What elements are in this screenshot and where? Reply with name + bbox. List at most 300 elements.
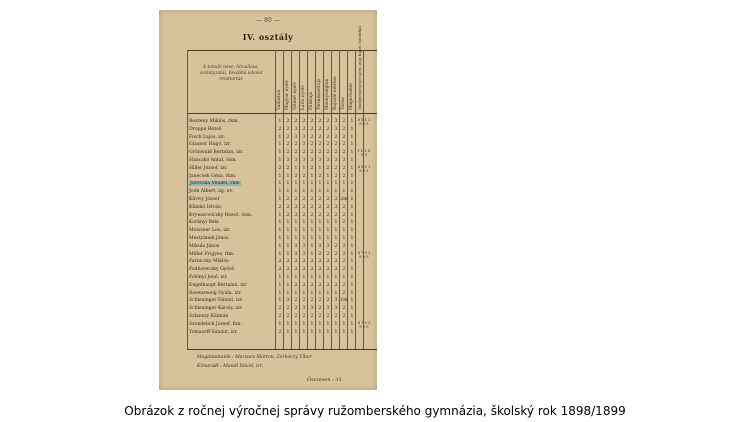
grade-cell: 2 <box>310 119 314 124</box>
grade-cell: 1 <box>278 275 282 280</box>
grade-cell: 2 <box>334 282 338 288</box>
grade-cell: 2 <box>326 314 330 319</box>
grade-cell: 2 <box>326 134 330 140</box>
figure-caption: Obrázok z ročnej výročnej správy ružomberského gymnázia, školský rok 1898/1899 <box>124 404 626 418</box>
grade-cell: 3 <box>294 251 298 257</box>
grade-cell: 2 <box>342 165 346 171</box>
grade-cell: 1 <box>286 251 290 257</box>
grade-cell: 1 <box>350 181 354 187</box>
grade-cell: 1 <box>342 181 346 187</box>
grade-cell: 1 <box>278 173 282 179</box>
grade-cell: 2 <box>342 212 346 218</box>
grade-cell: 2 <box>286 142 290 148</box>
grade-cell: 3 <box>334 197 338 202</box>
name-column-header: A tanuló neve, hitvallása, osztályzatai, továbbá iskolai rendtartás <box>199 65 263 82</box>
grade-cell: 1 <box>326 275 330 280</box>
grade-cell: 2 <box>310 134 314 140</box>
grade-cell: 1 <box>350 251 354 257</box>
grade-cell: 1 <box>318 220 322 226</box>
grade-cell: 1 <box>286 173 290 179</box>
grade-cell: 1 <box>286 329 290 335</box>
grade-cell: 1 <box>350 126 354 132</box>
student-name: Szondelich József, ftm. <box>189 321 242 327</box>
grade-cell: 3 <box>334 204 338 210</box>
grade-cell: 1 <box>302 329 306 335</box>
grade-cell: 1 <box>334 189 338 195</box>
grade-cell: 2 <box>310 150 314 156</box>
grade-cell: 1 <box>278 134 282 140</box>
grade-cell: 2 <box>310 126 314 132</box>
grade-cell: 1 <box>318 181 322 187</box>
grade-cell: 1 <box>310 181 314 187</box>
grade-cell: 3 <box>294 204 298 210</box>
grade-cell: 1 <box>326 220 330 226</box>
grade-cell: 1 <box>334 321 338 327</box>
grade-cell: 2 <box>286 212 290 218</box>
scholarship-note: 4 7 5 1 8 9 5 <box>357 320 371 329</box>
grade-cell: 2 <box>342 314 346 319</box>
grade-cell: 2 <box>294 298 298 304</box>
grade-cell: 2 <box>302 173 306 179</box>
grade-cell: 2 <box>326 267 330 273</box>
grade-cell: 2 <box>310 282 314 288</box>
grade-cell: 1 <box>334 236 338 241</box>
grade-cell: 3 <box>334 119 338 124</box>
highlighted-student-name: Jurecska Vendel, rkm <box>190 181 240 187</box>
grade-cell: 2 <box>318 197 322 202</box>
table-header-rule <box>187 113 377 114</box>
grade-cell: 2 <box>278 126 282 132</box>
grade-cell: 2 <box>342 142 346 148</box>
grade-cell: 1 <box>278 290 282 296</box>
grade-cell: 1 <box>350 212 354 218</box>
grade-cell: 2 <box>286 204 290 210</box>
grade-cell: 1 <box>334 290 338 296</box>
grade-cell: 1 <box>350 189 354 195</box>
grade-cell: 2 <box>334 251 338 257</box>
grade-cell: 2 <box>286 197 290 202</box>
subject-header: Mennyiségtan <box>325 78 330 110</box>
grade-cell: 2 <box>278 314 282 319</box>
student-name: Krywaroviczky Rezső, ösm. <box>189 212 253 218</box>
scholarship-note: 4 5 f. 1 8 9 5 <box>357 164 371 173</box>
grade-cell: 1 <box>286 220 290 226</box>
grade-cell: 1 <box>278 150 282 156</box>
grade-cell: 1 <box>310 236 314 241</box>
grade-cell: 2 <box>278 165 282 171</box>
grade-cell: 1 <box>286 181 290 187</box>
grade-cell: 1 <box>342 321 346 327</box>
grade-cell: 2 <box>318 298 322 304</box>
grade-cell: 1 <box>302 275 306 280</box>
grade-cell: 3 <box>310 306 314 312</box>
grade-cell: 2 <box>334 134 338 140</box>
grade-cell: 3 <box>302 243 306 249</box>
grade-cell: 2m <box>340 197 348 202</box>
grade-cell: 1 <box>286 189 290 195</box>
grade-cell: 2 <box>342 204 346 210</box>
grade-cell: 2 <box>334 173 338 179</box>
student-name: Schlesinger Dániel, izr. <box>189 298 243 304</box>
grade-cell: 1 <box>318 290 322 296</box>
student-name: Janecsek Géza, rkm. <box>189 173 237 179</box>
grade-cell: 2 <box>278 259 282 265</box>
grade-cell: 2 <box>286 314 290 319</box>
student-name: Podhoreczky Győző <box>189 267 235 273</box>
grade-cell: 1 <box>302 228 306 234</box>
grade-cell: 3 <box>302 251 306 257</box>
grade-cell: 2 <box>342 126 346 132</box>
grade-cell: 2 <box>342 290 346 296</box>
grade-cell: 1 <box>350 236 354 241</box>
student-name: Parniczky Miklós <box>189 259 229 265</box>
grade-cell: 2 <box>318 251 322 257</box>
grade-cell: 1 <box>278 158 282 163</box>
column-rule <box>363 50 364 349</box>
grade-cell: 1 <box>350 275 354 280</box>
grade-cell: 1 <box>310 321 314 327</box>
grade-cell: 2 <box>310 259 314 265</box>
grade-cell: 1 <box>334 275 338 280</box>
grade-cell: 3 <box>294 243 298 249</box>
grade-cell: 2 <box>326 204 330 210</box>
grade-cell: 2 <box>326 165 330 171</box>
grade-cell: 3 <box>302 134 306 140</box>
grade-cell: 2 <box>278 329 282 335</box>
grade-cell: 2 <box>302 314 306 319</box>
grade-cell: 2 <box>286 165 290 171</box>
grade-cell: 1 <box>278 251 282 257</box>
grade-cell: 1 <box>350 197 354 202</box>
student-name: Miller Frigyes, ftm. <box>189 251 235 257</box>
grade-cell: 2 <box>318 282 322 288</box>
grade-cell: 1 <box>310 290 314 296</box>
grade-cell: 2 <box>302 267 306 273</box>
grade-cell: 2 <box>302 259 306 265</box>
grade-cell: 2 <box>286 126 290 132</box>
grade-cell: 1 <box>286 236 290 241</box>
grade-cell: 1 <box>310 329 314 335</box>
grade-cell: 1 <box>278 212 282 218</box>
grade-cell: 2 <box>302 298 306 304</box>
grade-cell: 1 <box>294 236 298 241</box>
grade-cell: 2 <box>342 306 346 312</box>
grade-cell: 1 <box>318 189 322 195</box>
grade-cell: 2 <box>334 142 338 148</box>
grade-cell: 1 <box>350 158 354 163</box>
grade-cell: 1 <box>310 228 314 234</box>
grade-cell: 1 <box>350 142 354 148</box>
grade-cell: 1 <box>286 275 290 280</box>
subject-header: Rajzoló mértan <box>333 76 338 110</box>
grade-cell: 2 <box>326 150 330 156</box>
grade-cell: 2 <box>294 119 298 124</box>
subject-header: Földrajz <box>309 91 314 110</box>
grade-cell: 1m <box>340 298 348 304</box>
subject-header: Természetrajz <box>317 78 322 110</box>
grade-cell: 2 <box>278 306 282 312</box>
grade-cell: 1 <box>278 220 282 226</box>
grade-cell: 2 <box>310 212 314 218</box>
grade-cell: 3 <box>334 126 338 132</box>
grade-cell: 2 <box>334 165 338 171</box>
grade-cell: 2 <box>294 142 298 148</box>
grade-cell: 1 <box>302 165 306 171</box>
grade-cell: 1 <box>278 298 282 304</box>
grade-cell: 2 <box>318 212 322 218</box>
grade-cell: 1 <box>334 329 338 335</box>
grade-cell: 1 <box>302 189 306 195</box>
grade-cell: 2 <box>302 212 306 218</box>
grade-cell: 1 <box>350 290 354 296</box>
grade-cell: 2 <box>318 204 322 210</box>
grade-cell: 3 <box>286 298 290 304</box>
grade-cell: 2 <box>278 267 282 273</box>
grade-cell: 1 <box>326 236 330 241</box>
grade-cell: 2 <box>310 314 314 319</box>
grade-cell: 2 <box>310 197 314 202</box>
grade-cell: 2 <box>310 267 314 273</box>
grade-cell: 2 <box>286 306 290 312</box>
grade-cell: 1 <box>294 181 298 187</box>
grade-cell: 2 <box>318 142 322 148</box>
subject-header: Német nyelv <box>293 81 298 110</box>
grade-cell: 1 <box>278 197 282 202</box>
grade-cell: 2 <box>326 282 330 288</box>
grade-cell: 3 <box>310 158 314 163</box>
grade-cell: 1 <box>350 150 354 156</box>
grade-cell: 2 <box>326 298 330 304</box>
grade-cell: 1 <box>278 321 282 327</box>
grade-cell: 2 <box>334 267 338 273</box>
page-number: — 80 — <box>256 17 280 24</box>
grade-cell: 2 <box>302 282 306 288</box>
grade-cell: 2 <box>342 282 346 288</box>
grade-cell: 1 <box>318 329 322 335</box>
grade-cell: 1 <box>278 282 282 288</box>
grade-cell: 1 <box>326 228 330 234</box>
grade-cell: 2 <box>318 150 322 156</box>
grade-cell: 2 <box>294 197 298 202</box>
student-name: Polónyi Jenő, izr. <box>189 275 228 280</box>
grade-cell: 3 <box>334 158 338 163</box>
grade-cell: 1 <box>350 321 354 327</box>
grade-cell: 2 <box>334 259 338 265</box>
student-name: Fisch Lajos, izr. <box>189 134 226 140</box>
grade-cell: 2 <box>286 134 290 140</box>
grade-cell: 1 <box>326 181 330 187</box>
grade-cell: 1 <box>302 321 306 327</box>
grade-cell: 2 <box>326 197 330 202</box>
grade-cell: 1 <box>350 298 354 304</box>
grade-cell: 1 <box>350 173 354 179</box>
grade-cell: 1 <box>318 321 322 327</box>
scholarship-header: Tandíjmentességet nyert, vagy kapott ösztöndíjat <box>358 25 362 110</box>
dropped-students: Kimaradt : Mandl Dávid, izr. <box>197 364 263 369</box>
grade-cell: 1 <box>350 228 354 234</box>
grade-cell: 1 <box>318 236 322 241</box>
student-name: Joób Albert, ág. ev. <box>189 189 234 195</box>
grade-cell: 1 <box>334 181 338 187</box>
grade-cell: 1 <box>294 189 298 195</box>
grade-cell: 2 <box>318 126 322 132</box>
subject-header: Torna <box>341 97 346 110</box>
grade-cell: 1 <box>350 119 354 124</box>
grade-cell: 1 <box>350 267 354 273</box>
grade-cell: 2 <box>294 150 298 156</box>
grade-cell: 3 <box>326 243 330 249</box>
grade-cell: 1 <box>278 243 282 249</box>
grade-cell: 1 <box>350 259 354 265</box>
grade-cell: 1 <box>326 290 330 296</box>
grade-cell: 1 <box>326 173 330 179</box>
grade-cell: 1 <box>286 282 290 288</box>
grade-cell: 2 <box>342 267 346 273</box>
grade-cell: 2 <box>326 251 330 257</box>
grade-cell: 2 <box>318 306 322 312</box>
grade-cell: 1 <box>350 282 354 288</box>
grade-cell: 1 <box>294 275 298 280</box>
grade-cell: 1 <box>286 228 290 234</box>
grade-cell: 1 <box>302 236 306 241</box>
grade-cell: 3 <box>294 212 298 218</box>
grade-cell: 1 <box>310 189 314 195</box>
grade-cell: 1 <box>310 243 314 249</box>
grade-cell: 3 <box>334 306 338 312</box>
grade-cell: 1 <box>334 228 338 234</box>
student-name: Hiller József, izr. <box>189 165 228 171</box>
grade-cell: 1 <box>342 189 346 195</box>
grade-cell: 1 <box>350 220 354 226</box>
grade-cell: 1 <box>278 228 282 234</box>
scholarship-note: 4 7 5 1 8 9 5 <box>357 250 371 259</box>
subject-header: Latin nyelv <box>301 85 306 110</box>
grade-cell: 2 <box>286 150 290 156</box>
grade-cell: 3 <box>342 158 346 163</box>
grade-cell: 2 <box>334 212 338 218</box>
grade-cell: 2 <box>318 173 322 179</box>
grade-cell: 1 <box>294 220 298 226</box>
grade-cell: 2 <box>302 204 306 210</box>
grade-cell: 2 <box>326 259 330 265</box>
grade-cell: 3 <box>302 142 306 148</box>
grade-cell: 3 <box>318 243 322 249</box>
grade-cell: 1 <box>278 181 282 187</box>
subject-header: Magaviselet <box>349 82 354 110</box>
student-name: Korányi Béla <box>189 220 219 226</box>
grade-cell: 1 <box>310 275 314 280</box>
student-name: Engelhaupt Bertalan, izr. <box>189 282 248 288</box>
grade-cell: 2 <box>294 314 298 319</box>
grade-cell: 2 <box>326 212 330 218</box>
student-name: Kirovy József <box>189 197 220 202</box>
grade-cell: 1 <box>350 329 354 335</box>
grade-cell: 3 <box>342 251 346 257</box>
grade-cell: 1 <box>350 165 354 171</box>
grade-cell: 2 <box>342 134 346 140</box>
student-name: Rosenzweig Gyula, izr. <box>189 290 242 296</box>
student-name: Mikula János <box>189 243 220 249</box>
subject-header: Vallástan <box>277 89 282 110</box>
student-name: Meissner Leo, izr. <box>189 228 231 234</box>
grade-cell: 2 <box>326 142 330 148</box>
grade-cell: 1 <box>342 228 346 234</box>
grade-cell: 2 <box>278 204 282 210</box>
grade-cell: 1 <box>286 321 290 327</box>
grade-cell: 1 <box>350 204 354 210</box>
grade-cell: 1 <box>334 220 338 226</box>
student-name: Glasner Hugó, izr. <box>189 142 232 148</box>
grade-cell: 2 <box>310 204 314 210</box>
grade-cell: 2 <box>334 314 338 319</box>
grade-cell: 2 <box>302 150 306 156</box>
grade-cell: 2 <box>342 150 346 156</box>
student-name: Bezzeny Miklós, rkm. <box>189 119 239 124</box>
grade-cell: 1 <box>294 290 298 296</box>
grade-cell: 2 <box>318 259 322 265</box>
grade-cell: 2 <box>342 220 346 226</box>
grade-cell: 2 <box>302 126 306 132</box>
grade-cell: 1 <box>302 220 306 226</box>
grade-cell: 2 <box>302 197 306 202</box>
student-name: Droppa Rezső <box>189 126 222 132</box>
grade-cell: 2 <box>310 298 314 304</box>
grade-cell: 1 <box>278 142 282 148</box>
grade-cell: 2 <box>294 267 298 273</box>
grade-cell: 2 <box>286 259 290 265</box>
grade-cell: 2 <box>310 142 314 148</box>
grade-cell: 1 <box>278 236 282 241</box>
grade-cell: 2 <box>286 267 290 273</box>
grade-cell: 2 <box>318 267 322 273</box>
grade-cell: 1 <box>318 165 322 171</box>
grade-cell: 1 <box>310 220 314 226</box>
grade-cell: 1 <box>326 189 330 195</box>
grade-cell: 2 <box>294 306 298 312</box>
grade-cell: 3 <box>318 158 322 163</box>
grade-cell: 2 <box>294 173 298 179</box>
grade-cell: 2 <box>342 173 346 179</box>
grade-cell: 2 <box>342 259 346 265</box>
grade-cell: 1 <box>286 243 290 249</box>
private-students: Magántanulók : Marsura Márton, Zorkóczy Tibor. <box>197 355 313 360</box>
grade-cell: 1 <box>278 189 282 195</box>
grade-cell: 2 <box>326 119 330 124</box>
grade-cell: 1 <box>294 321 298 327</box>
grade-cell: 1 <box>294 165 298 171</box>
grade-cell: 3 <box>334 298 338 304</box>
grade-cell: 3 <box>294 158 298 163</box>
grade-cell: 1 <box>278 119 282 124</box>
grade-cell: 2 <box>294 259 298 265</box>
student-name: Grünwald Bertalan, izr. <box>189 150 244 156</box>
grade-cell: 1 <box>294 329 298 335</box>
grade-cell: 1 <box>294 228 298 234</box>
grade-cell: 2 <box>334 150 338 156</box>
grade-cell: 2 <box>318 119 322 124</box>
grade-cell: 1 <box>326 321 330 327</box>
grade-cell: 1 <box>350 243 354 249</box>
grade-cell: 1 <box>350 134 354 140</box>
subject-header: Magyar nyelv <box>285 79 290 110</box>
scholarship-note: 8 5 f. 1 8 9 5 <box>357 118 371 126</box>
table-left-rule <box>187 50 188 349</box>
student-name: Klimkó István <box>189 204 222 210</box>
grade-cell: 1 <box>310 173 314 179</box>
student-name: Szlanszy Kálmán <box>189 314 229 319</box>
grade-cell: 2 <box>286 119 290 124</box>
table-top-rule <box>187 50 377 51</box>
